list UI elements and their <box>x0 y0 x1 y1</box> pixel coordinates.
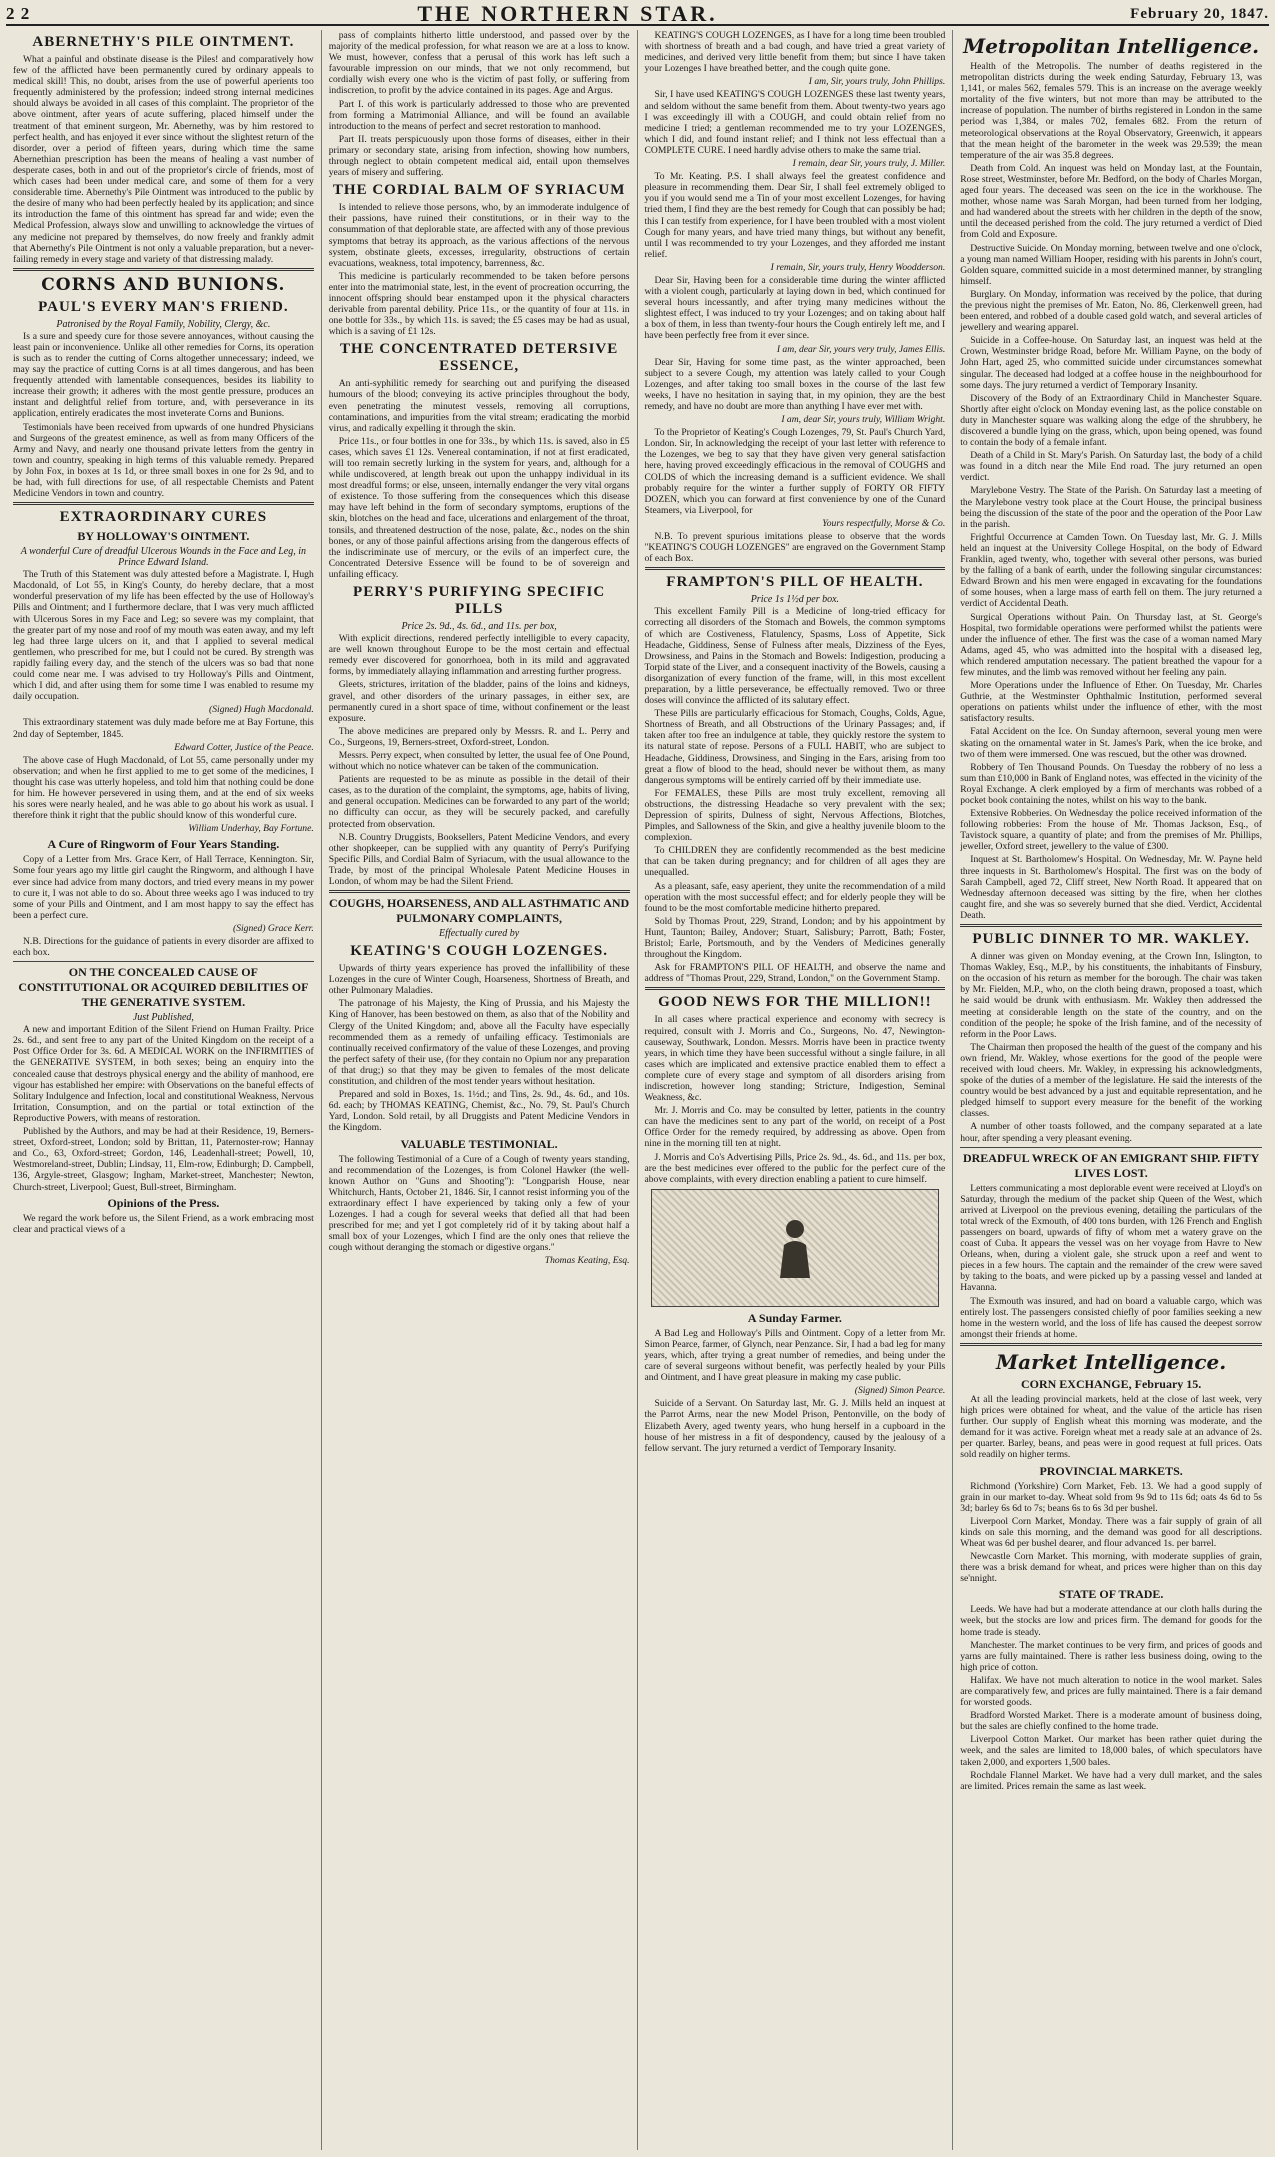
engraving-illustration <box>651 1189 940 1307</box>
good-news-text-3: J. Morris and Co's Advertising Pills, Price 2s. 9d., 4s. 6d., and 11s. per box, are the best medicines ever offered to the public for the perfect cure of the above complaints, with every direction enabling a patient to cure himself. <box>644 1151 946 1185</box>
signature: (Signed) Grace Kerr. <box>233 922 314 934</box>
metro-text-3: Destructive Suicide. On Monday morning, between twelve and one o'clock, a young man named William Hooper, residing with his parents in John's court, Golden square, committed suicide in a most determined manner, by strangling himself. <box>960 242 1262 287</box>
trade-text-5: Liverpool Cotton Market. Our market has been rather quiet during the week, and the sales are limited to 18,000 bales, of which speculators have taken 2,000, and exporters 1,500 bales. <box>960 1734 1262 1768</box>
ringworm-text: Copy of a Letter from Mrs. Grace Kerr, of Hall Terrace, Kennington. Sir, Some four years ago my little girl caught the Ringworm, and although I have ever since had advice from many doctors, and tried every means in my power to cure it, I was not able to do so. About three weeks ago I was induced to try some of your Pills and Ointment, and I am most happy to say the effect has been a perfect cure. <box>13 854 314 921</box>
frampton-text-6: Sold by Thomas Prout, 229, Strand, London; and by his appointment by Hunt, Taunton; Bailey, Andover; Stuart, Salisbury; Parrott, Bath; Foster, Bristol; Earle, Portsmouth, and by the Venders of Medicines generally throughout the Kingdom. <box>644 915 946 961</box>
press-opinions-heading: Opinions of the Press. <box>107 1195 220 1210</box>
frampton-subtitle: Price 1s 1½d per box. <box>750 594 840 606</box>
extraordinary-heading: EXTRAORDINARY CURES <box>59 509 268 526</box>
masthead <box>6 1 1269 26</box>
frampton-text-7: Ask for FRAMPTON'S PILL OF HEALTH, and observe the name and address of "Thomas Prout, 229, Strand, London," on the Government Stamp. <box>644 962 946 985</box>
trade-text-2: Manchester. The market continues to be very firm, and prices of goods and yarns are fully maintained. There is rather less business doing, owing to the high price of cotton. <box>960 1639 1262 1673</box>
ringworm-heading: A Cure of Ringworm of Four Years Standing. <box>47 837 280 852</box>
metro-text-4: Burglary. On Monday, information was received by the police, that during the previous night the premises of Mr. Eaton, No. 86, Clerkenwell green, had been entered, and robbed of a double cased gold watch, and several articles of jewellery and wearing apparel. <box>960 288 1262 334</box>
corn-exchange-heading: CORN EXCHANGE, February 15. <box>1020 1376 1202 1391</box>
debility-text-3: We regard the work before us, the Silent Friend, as a work embracing most clear and practical views of a <box>13 1212 314 1235</box>
perry-text-2: Gleets, strictures, irritation of the bladder, pains of the loins and kidneys, gravel, and other disorders of the urinary passages, in either sex, are permanently cured in a short space of time, without confinement or the least exposure. <box>328 679 630 724</box>
concentrated-heading: THE CONCENTRATED DETERSIVE ESSENCE, <box>339 341 619 375</box>
frampton-text-4: To CHILDREN they are confidently recommended as the best medicine that can be taken during pregnancy; and for children of all ages they are unequalled. <box>644 845 946 879</box>
trade-text-3: Halifax. We have not much alteration to notice in the wool market. Sales are comparatively few, and prices are fully maintained. There is a fair demand for worsted goods. <box>960 1674 1262 1709</box>
intro-text-2: Part I. of this work is particularly addressed to those who are prevented from forming a Matrimonial Alliance, and will be found an available introduction to the means of perfect and secret restoration to manhood. <box>328 98 630 132</box>
wreck-text: Letters communicating a most deplorable event were received at Lloyd's on Saturday, through the medium of the packet ship Queen of the West, which arrived at Liverpool on the previous evening, detailing the particulars of the total wreck of the Exmouth, of 400 tons burden, with 126 French and English passengers on board, upwards of fifty of whom met a watery grave on the coast of Cuba. It appears the vessel was on her voyage from Havre to New Orleans, when, during a violent gale, she struck upon a reef and went to pieces in a few hours. The captain and the remainder of the crew were saved by taking to the boats, and were picked up by a passing vessel and landed at Havanna. <box>960 1182 1262 1294</box>
dinner-text-3: A number of other toasts followed, and the company separated at a late hour, after spending a very pleasant evening. <box>960 1121 1262 1144</box>
frampton-heading: FRAMPTON'S PILL OF HEALTH. <box>666 574 924 591</box>
extraordinary-text-2: This extraordinary statement was duly made before me at Bay Fortune, this 2nd day of September, 1845. <box>13 717 314 740</box>
signature: William Underhay, Bay Fortune. <box>188 823 314 835</box>
signature: Edward Cotter, Justice of the Peace. <box>174 741 314 753</box>
divider <box>960 1147 1262 1148</box>
farmer-text: A Bad Leg and Holloway's Pills and Ointment. Copy of a letter from Mr. Simon Pearce, farmer, of Glynch, near Penzance. Sir, I had a bad leg for many years, which, after trying a great number of remedies, and being under the care of several surgeons without benefit, was perfectly healed by your Pills and Ointment, and I have great pleasure in making my case public. <box>644 1327 946 1384</box>
frampton-text-5: As a pleasant, safe, easy aperient, they unite the recommendation of a mild operation with the most successful effect; and for elderly people they will be found to be the most comfortable medicine hitherto prepared. <box>644 880 946 914</box>
metro-text: Health of the Metropolis. The number of deaths registered in the metropolitan districts during the week ending Saturday, February 13, was 1,141, or males 562, females 579. This is an increase on the average weekly mortality of the five winters, but not more than may be attributed to the increase of population. The number of births registered in London in the same period was 1,384, or males 702, females 682. From the return of meteorological observations at the Royal Observatory, Greenwich, it appears that the mean height of the barometer in the week was 29.539; the mean temperature of the air was 35.8 degrees. <box>960 61 1262 161</box>
cordial-text-2: This medicine is particularly recommended to be taken before persons enter into the matrimonial state, lest, in the event of procreation occurring, the innocent offspring should bear enstamped upon it the physical characters derivable from parental debility. Price 11s., or the quantity of four at 11s. in one bottle for 33s., by which 11s. is saved; the £5 cases may be had as usual, which is a saving of £1 12s. <box>328 270 630 338</box>
column-3 <box>638 30 954 2150</box>
testimonial-text: The following Testimonial of a Cure of a Cough of twenty years standing, and recommendation of the Lozenges, is from Colonel Hawker (the well-known Author on "Guns and Shooting"): "Longparish House, near Whitchurch, Hants, October 21, 1846. Sir, I cannot resist informing you of the extraordinary effect I have experienced by taking only a few of your Lozenges. I had a cough for several weeks that defied all that had been prescribed for me; and yet I got completely rid of it by taking about half a small box of your Lozenges, which I find are the only ones that relieve the cough without deranging the stomach or digestive organs." <box>328 1153 630 1254</box>
provincial-text-3: Newcastle Corn Market. This morning, with moderate supplies of grain, there was a brisk demand for wheat, and prices were higher than on this day se'nnight. <box>960 1551 1262 1585</box>
metro-text-6: Discovery of the Body of an Extraordinary Child in Manchester Square. Shortly after eight o'clock on Monday evening last, as the police constable on duty in Manchester square was walking along the edge of the shrubbery, he discovered a bundle lying on the grass, which, upon being opened, was found to contain the body of a female infant. <box>960 392 1262 449</box>
debility-heading: ON THE CONCEALED CAUSE OF CONSTITUTIONAL OR ACQUIRED DEBILITIES OF THE GENERATIVE SYSTEM. <box>18 965 309 1010</box>
divider <box>960 924 1262 927</box>
paul-heading: PAUL'S EVERY MAN'S FRIEND. <box>38 298 289 315</box>
trade-text-6: Rochdale Flannel Market. We have had a very dull market, and the sales are limited. Prices remain the same as last week. <box>960 1769 1262 1792</box>
suicide-text: Suicide of a Servant. On Saturday last, Mr. G. J. Mills held an inquest at the Parrot Arms, near the new Model Prison, Pentonville, on the body of Elizabeth Avery, aged twenty years, who hung herself in a cupboard in the house of her mistress in a fit of despondency, caused by the jealousy of a fellow servant. The jury returned a verdict of Temporary Insanity. <box>644 1398 946 1454</box>
perry-subtitle: Price 2s. 9d., 4s. 6d., and 11s. per box, <box>401 621 557 633</box>
trade-text: Leeds. We have had but a moderate attendance at our cloth halls during the week, but the stocks are low and prices firm. The demand for goods for the home trade is steady. <box>960 1604 1262 1638</box>
lozenge-letter-6: To the Proprietor of Keating's Cough Lozenges, 79, St. Paul's Church Yard, London. Sir, In acknowledging the receipt of your last letter with reference to the Lozenges, we beg to say that they have given very general satisfaction here, having proved exceedingly efficacious in the removal of COUGHS and COLDS of which the increasing demand is a sufficient evidence. We shall probably require for the winter a further supply of FORTY OR FIFTY DOZEN, which you can forward at first convenience by one of the Cunard Steamers, via Liverpool, for <box>644 427 946 516</box>
metro-text-5: Suicide in a Coffee-house. On Saturday last, an inquest was held at the Crown, Westminster bridge Road, before Mr. William Payne, on the body of John Hart, aged 25, who committed suicide under circumstances somewhat singular. The deceased had lodged at a coffee house in the neighbourhood for some days. The jury returned a verdict of Temporary Insanity. <box>960 335 1262 391</box>
divider <box>960 1343 1262 1346</box>
debility-text: A new and important Edition of the Silent Friend on Human Frailty. Price 2s. 6d., and sent free to any part of the United Kingdom on the receipt of a Post Office Order for 3s. 6d. A MEDICAL WORK on the INFIRMITIES of the GENERATIVE SYSTEM, in both sexes; being an enquiry into the concealed cause that destroys physical energy and the ability of manhood, ere vigour has established her empire: with Observations on the baneful effects of Solitary Indulgence and Infection, local and constitutional Weakness, Nervous Irritation, Consumption, and on the partial or total extinction of the Reproductive Powers, with means of restoration. <box>13 1024 314 1124</box>
signature: Thomas Keating, Esq. <box>544 1255 630 1267</box>
lozenge-note: N.B. To prevent spurious imitations please to observe that the words "KEATING'S COUGH LOZENGES" are engraved on the Government Stamp of each Box. <box>644 531 946 565</box>
perry-heading: PERRY'S PURIFYING SPECIFIC PILLS <box>353 584 606 618</box>
abernethy-heading: ABERNETHY'S PILE OINTMENT. <box>32 34 295 50</box>
divider <box>13 268 314 271</box>
paul-subtitle: Patronised by the Royal Family, Nobility, Clergy, &c. <box>56 318 271 330</box>
intro-text: pass of complaints hitherto little understood, and passed over by the majority of the medical profession, for what reason we are at a loss to know. We must, however, confess that a perusal of this work has left such a favourable impression on our minds, that we not only recommend, but cordially wish every one who is the victim of past folly, or suffering from indiscretion, to profit by the advice contained in its pages. Age and Argus. <box>328 30 630 97</box>
dinner-heading: PUBLIC DINNER TO MR. WAKLEY. <box>972 931 1250 948</box>
intro-text-3: Part II. treats perspicuously upon those forms of diseases, either in their primary or secondary state, arising from infection, showing how numbers, through neglect to obtain competent medical aid, entail upon themselves years of misery and suffering. <box>328 133 630 179</box>
issue-date: February 20, 1847. <box>1130 5 1269 22</box>
provincial-heading: PROVINCIAL MARKETS. <box>1039 1463 1183 1478</box>
paul-text: Is a sure and speedy cure for those severe annoyances, without causing the least pain or inconvenience. Unlike all other remedies for Corns, its operation is such as to render the cutting of Corns altogether unnecessary; indeed, we may say the practice of cutting Corns is at all times dangerous, and has been frequently attended with lamentable consequences, besides its liability to increase their growth; it adheres with the most gentle pressure, produces an instant and delightful relief from torture, and, with perseverance in its application, entirely eradicates the most inveterate Corns and Bunions. <box>13 330 314 420</box>
lozenge-letter-5: Dear Sir, Having for some time past, as the winter approached, been subject to a severe Cough, my attention was lately called to your Cough Lozenges, and after taking too small boxes in the course of the last few weeks, I have no hesitation in saying that, in my opinion, they are the best remedy, and have no doubt are more than anything I have ever met with. <box>644 356 946 412</box>
concentrated-text: An anti-syphilitic remedy for searching out and purifying the diseased humours of the blood; conveying its active principles throughout the body, even penetrating the minutest vessels, removing all corruptions, contaminations, and impurities from the vital stream; eradicating the morbid virus, and radically expelling it through the skin. <box>328 378 630 434</box>
metro-text-12: Fatal Accident on the Ice. On Sunday afternoon, several young men were skating on the ornamental water in St. James's Park, when the ice broke, and two of them were immersed. One was rescued, but the other was drowned. <box>960 726 1262 760</box>
frampton-text-2: These Pills are particularly efficacious for Stomach, Coughs, Colds, Ague, Shortness of Breath, and all Obstructions of the Urinary Passages; and, if taken after too free an indulgence at table, they quickly restore the system to its natural state of repose. Persons of a FULL HABIT, who are subject to Headache, Giddiness, Drowsiness, and Singing in the Ears, arising from too great a flow of blood to the head, should never be without them, as many dangerous symptoms will be entirely carried off by their immediate use. <box>644 708 946 786</box>
keating-text-2: The patronage of his Majesty, the King of Prussia, and his Majesty the King of Hanover, has been bestowed on them, as also that of the Nobility and Clergy of the United Kingdom; and, above all the Faculty have especially recommended them as a remedy of unfailing efficacy. Testimonials are continually received confirmatory of the value of these Lozenges, and proving the perfect safety of their use, (for they contain no Opium nor any preparation of that drug;) so that they may be given to females of the most delicate constitution, and children of the most tender years without hesitation. <box>328 998 630 1088</box>
farmer-heading: A Sunday Farmer. <box>747 1310 842 1325</box>
provincial-text: Richmond (Yorkshire) Corn Market, Feb. 13. We had a good supply of grain in our market to-day. Wheat sold from 9s 9d to 11s 6d; oats 4s 6d to 5s 3d; barley 6s 6d to 7s; beans 6s to 6s 3d per bushel. <box>960 1480 1262 1514</box>
good-news-text: In all cases where practical experience and economy with secrecy is required, consult with J. Morris and Co., Surgeons, No. 47, Newington-causeway, Southwark, London. Messrs. Morris have been in practice twenty years, in which time they have been successful without a single failure, in all cases which are implicated and extensive practice enabled them to effect a complete cure of every stage and symptom of all disorders arising from indiscretion, however long standing; Stricture, Indigestion, Seminal Weakness, &c. <box>644 1014 946 1104</box>
abernethy-text: What a painful and obstinate disease is the Piles! and comparatively how few of the afflicted have been permanently cured by ordinary appeals to medical skill! This, no doubt, arises from the use of powerful aperients too frequently administered by the profession; indeed strong internal medicines should always be avoided in all cases of this complaint. The proprietor of the above ointment, after years of acute suffering, placed himself under the treatment of that eminent surgeon, Mr. Abernethy, was by him restored to perfect health, and has enjoyed it ever since without the slightest return of the disorder, over a period of fifteen years, during which time the same Abernethian prescription has been the means of healing a vast number of desperate cases, both in and out of the proprietor's circle of friends, most of which cases had been under medical care, and some of them for a very considerable time. Abernethy's Pile Ointment was introduced to the public by the desire of many who had been perfectly healed by its application; and since its introduction the fame of this ointment has spread far and wide; even the Medical Profession, always slow and unwilling to acknowledge the virtues of any medicine not prepared by themselves, do now freely and frankly admit that Abernethy's Pile Ointment is not only a valuable preparation, but a never-failing remedy in every stage and variety of that distressing malady. <box>13 54 314 265</box>
lozenge-letter-4: Dear Sir, Having been for a considerable time during the winter afflicted with a violent cough, particularly at laying down in bed, which continued for several hours incessantly, and after trying many medicines without the slightest effect, I was induced to try your Lozenges; and on taking about half a box of them, in less than twenty-four hours the Cough entirely left me, and I have been perfectly free from it ever since. <box>644 274 946 342</box>
dinner-text: A dinner was given on Monday evening, at the Crown Inn, Islington, to Thomas Wakley, Esq., M.P., by his constituents, the inhabitants of Finsbury, on the occasion of his return as member for the borough. The chair was taken by Mr. Fielden, M.P., who, on the cloth being drawn, proposed a toast, which he said would be drunk with enthusiasm. Mr. Wakley then addressed the meeting at considerable length on the state of the country, and on the condition of the people; he spoke of the Irish famine, and of the necessity of reform in the Poor Laws. <box>960 951 1262 1040</box>
column-4 <box>953 30 1269 2150</box>
keating-text: Upwards of thirty years experience has proved the infallibility of these Lozenges in the cure of Winter Cough, Hoarseness, Shortness of Breath, and other Pulmonary Maladies. <box>328 963 630 997</box>
lozenge-letter: KEATING'S COUGH LOZENGES, as I have for a long time been troubled with shortness of breath and a bad cough, and have tried a great variety of medicines, and derived very little benefit from them; but since I have taken your Lozenges I have breathed better, and the cough quite gone. <box>644 30 946 75</box>
signature: I am, dear Sir, yours very truly, James Ellis. <box>776 343 946 355</box>
wreck-heading: DREADFUL WRECK OF AN EMIGRANT SHIP. FIFTY LIVES LOST. <box>962 1150 1260 1180</box>
keating-text-3: Prepared and sold in Boxes, 1s. 1½d.; and Tins, 2s. 9d., 4s. 6d., and 10s. 6d. each; by THOMAS KEATING, Chemist, &c., No. 79, St. Paul's Church Yard, London. Sold retail, by all Druggists and Patent Medicine Vendors in the Kingdom. <box>328 1089 630 1134</box>
perry-text-4: Messrs. Perry expect, when consulted by letter, the usual fee of One Pound, without which no notice whatever can be taken of the communication. <box>328 749 630 773</box>
debility-text-2: Published by the Authors, and may be had at their Residence, 19, Berners-street, Oxford-street, London; sold by Brittan, 11, Paternoster-row; Hannay and Co., 63, Oxford-street; Gordon, 146, Leadenhall-street; Powell, 10, Westmoreland-street, Dublin; Lindsay, 11, Elm-row, Edinburgh; D. Campbell, 136, Argyle-street, Glasgow; Ingham, Market-street, Manchester; Newton, Church-street, Liverpool; Guest, Bull-street, Birmingham. <box>13 1126 314 1193</box>
corn-text: At all the leading provincial markets, held at the close of last week, very high prices were obtained for wheat, and the value of the article has risen further. Our supply of English wheat this morning was moderate, and the demand for it was active. Foreign wheat met a ready sale at an advance of 2s. per quarter. Barley, beans, and peas were in good request at full prices. Oats sold readily on higher terms. <box>960 1393 1262 1461</box>
signature: (Signed) Simon Pearce. <box>854 1385 946 1397</box>
metropolitan-heading: Metropolitan Intelligence. <box>963 34 1260 58</box>
divider <box>13 961 314 962</box>
good-news-heading: GOOD NEWS FOR THE MILLION!! <box>658 994 932 1011</box>
keating-heading: KEATING'S COUGH LOZENGES. <box>350 943 608 960</box>
metro-text-10: Surgical Operations without Pain. On Thursday last, at St. George's Hospital, two formidable operations were performed whilst the patients were under the influence of ether. The first was the case of a woman named Mary Adams, aged 45, who was admitted into the hospital with a diseased leg, which rendered amputation necessary. The patient breathed the vapour for a few minutes, and the limb was removed without her feeling any pain. <box>960 611 1262 678</box>
metro-text-2: Death from Cold. An inquest was held on Monday last, at the Fountain, Rose street, Westminster, before Mr. Bedford, on the body of Charles Morgan, aged four years. The deceased was seen on the ice in the workhouse. The mother, whose name was Sarah Morgan, had been turned from her lodging, and had wandered about the streets with her children in the depth of the snow, until the deceased perished from the cold. The jury returned a verdict of Died from Cold and Exposure. <box>960 162 1262 241</box>
metro-text-7: Death of a Child in St. Mary's Parish. On Saturday last, the body of a child was found in a ditch near the Mile End road. The jury returned an open verdict. <box>960 450 1262 484</box>
paul-text-2: Testimonials have been received from upwards of one hundred Physicians and Surgeons of the greatest eminence, as well as from many Officers of the Army and Navy, and nearly one thousand private letters from the gentry in town and country, speaking in high terms of this valuable remedy. Prepared by John Fox, in boxes at 1s 1d, or three small boxes in one for 2s 9d, and to be had, with full directions for use, of all respectable Chemists and Patent Medicine Vendors in town and country. <box>13 421 314 500</box>
perry-text: With explicit directions, rendered perfectly intelligible to every capacity, are well known throughout Europe to be the most certain and effectual remedy ever discovered for gonorrhoea, both in its mild and aggravated forms, by immediately allaying inflammation and arresting further progress. <box>328 633 630 678</box>
signature: I am, Sir, yours truly, John Phillips. <box>808 76 946 88</box>
extraordinary-text-3: The above case of Hugh Macdonald, of Lot 55, came personally under my observation; and when he first applied to me to get some of the medicines, I thought his case was utterly hopeless, and told him that nothing could be done for him. He however persevered in using them, and at the end of six weeks his sores were nearly healed, and he was able to go about his work as usual. I therefore think it right that the public should know of this wonderful cure. <box>13 754 314 822</box>
divider <box>645 567 946 570</box>
directions-note: N.B. Directions for the guidance of patients in every disorder are affixed to each box. <box>13 936 314 959</box>
trade-heading: STATE OF TRADE. <box>1058 1587 1164 1602</box>
lozenge-letter-2: Sir, I have used KEATING'S COUGH LOZENGES these last twenty years, and seldom without the same benefit from them. About twenty-two years ago I was exceedingly ill with a COUGH, and could obtain relief from no medicine I tried; a gentleman recommended me to try your LOZENGES, which I did, and found instant relief; and I think not less effectual than a COMPLETE CURE. I need hardly advise others to make the same trial. <box>644 89 946 156</box>
cordial-heading: THE CORDIAL BALM OF SYRIACUM <box>332 182 626 199</box>
divider <box>329 890 630 893</box>
column-2 <box>322 30 638 2150</box>
dinner-text-2: The Chairman then proposed the health of the guest of the company and his own friend, Mr. Wakley, whose exertions for the good of the people were received with loud cheers. Mr. Wakley, in expressing his acknowledgments, spoke of the duties of a member of the legislature. He said the interests of the country would be best advanced by a just and equitable representation, and he pledged himself to support every measure for the benefit of the working classes. <box>960 1041 1262 1120</box>
trade-text-4: Bradford Worsted Market. There is a moderate amount of business doing, but the sales are chiefly confined to the home trade. <box>960 1710 1262 1733</box>
extraordinary-subtitle: A wonderful Cure of dreadful Ulcerous Wounds in the Face and Leg, in Prince Edward Island. <box>20 546 306 569</box>
coughs-heading: COUGHS, HOARSENESS, AND ALL ASTHMATIC AND PULMONARY COMPLAINTS, <box>329 896 630 926</box>
extraordinary-text: The Truth of this Statement was duly attested before a Magistrate. I, Hugh Macdonald, of Lot 55, in King's County, do hereby declare, that a most wonderful preservation of my life has been effected by the use of Holloway's Pills and Ointment; and I furthermore declare, that I was very much afflicted with Ulcerous Sores in my Face and Leg; so severe was my complaint, that the greater part of my nose and roof of my mouth was eaten away, and my left leg had three large ulcers on it, and that I applied to several medical gentlemen, who prescribed for me, but I could not be cured. By strength was rapidly failing every day, and the stench of the ulcers was so bad that none could come near me. I was advised to try Holloway's Pills and Ointment, which I did, and after using them for some time I was enabled to resume my daily occupation. <box>13 569 314 703</box>
perry-text-5: Patients are requested to be as minute as possible in the detail of their cases, as to the duration of the complaint, the symptoms, age, habits of living, and general occupation. Medicines can be forwarded to any part of the world; no difficulty can occur, as they will be securely packed, and carefully protected from observation. <box>328 774 630 830</box>
column-1 <box>6 30 322 2150</box>
concentrated-text-2: Price 11s., or four bottles in one for 33s., by which 11s. is saved, also in £5 cases, which saves £1 12s. Venereal contamination, if not at first eradicated, will too remain secretly lurking in the system for years, and, although for a while undiscovered, at length break out upon the unhappy individual in its most dreadful forms; or else, unseen, internally endanger the very vital organs of existence. To those suffering from the consequences which this disease may have left behind in the form of secondary symptoms, eruptions of the skin, blotches on the head and face, ulcerations and enlargement of the throat, tonsils, and threatened destruction of the nose, palate, &c., nodes on the shin bones, or any of those painful affections arising from the dangerous effects of the indiscriminate use of mercury, or the evils of an imperfect cure, the Concentrated Detersive Essence will be found to be of sovereign and unfailing efficacy. <box>328 435 630 580</box>
signature: I am, dear Sir, yours truly, William Wright. <box>781 414 946 426</box>
testimonial-heading: VALUABLE TESTIMONIAL. <box>400 1136 558 1151</box>
metro-text-13: Robbery of Ten Thousand Pounds. On Tuesday the robbery of no less a sum than £10,000 in Bank of England notes, was effected in the vicinity of the Royal Exchange. A clerk employed by a firm of merchants was robbed of a pocket book containing the notes, whilst on his way to the bank. <box>960 761 1262 806</box>
frampton-text: This excellent Family Pill is a Medicine of long-tried efficacy for correcting all disorders of the Stomach and Bowels, the common symptoms of which are Costiveness, Flatulency, Spasms, Loss of Appetite, Sick Headache, Giddiness, Sense of Fulness after meals, Dizziness of the Eyes, Drowsiness, and Pains in the Stomach and Bowels: Indigestion, producing a Torpid state of the Liver, and a consequent inactivity of the Bowels, causing a disorganization of every function of the frame, will, in this most excellent preparation, by a little perseverance, be effectually removed. Two or three doses will convince the afflicted of its salutary effect. <box>644 606 946 707</box>
lozenge-letter-3: To Mr. Keating. P.S. I shall always feel the greatest confidence and pleasure in recommending them. Dear Sir, I shall feel extremely obliged to you if you would send me a Tin of your most excellent Lozenges, for having tried them, I find they are the best remedy for Cough that can possibly be had; this I can testify from experience, for I have been troubled with a most violent Cough for many years, and have tried many things, but without any benefit, until I was recommended to try your Lozenges, and they afforded me instant relief. <box>644 171 946 260</box>
perry-text-3: The above medicines are prepared only by Messrs. R. and L. Perry and Co., Surgeons, 19, Berners-street, Oxford-street, London. <box>328 725 630 748</box>
coughs-subtitle: Effectually cured by <box>439 928 520 940</box>
metro-text-15: Inquest at St. Bartholomew's Hospital. On Wednesday, Mr. W. Payne held three inquests in St. Bartholomew's Hospital. The first was on the body of Sarah Campbell, aged 72, Cliff street, New North Road. It appeared that on Wednesday afternoon deceased was sitting by the fire, when her clothes caught fire, and she was so severely burned that she died. Verdict, Accidental Death. <box>960 854 1262 921</box>
metro-text-14: Extensive Robberies. On Wednesday the police received information of the following robberies: From the house of Mr. Thomas Jackson, Esq., of Tavistock square, a quantity of plate; and from the premises of Mr. Phillips, jeweller, Oxford street, jewellery to the value of £300. <box>960 808 1262 853</box>
metro-text-9: Frightful Occurrence at Camden Town. On Tuesday last, Mr. G. J. Mills held an inquest at the University College Hospital, on the body of Edward Franklin, aged twenty, who, together with several other persons, was buried by the falling of a bank of earth, under the following singular circumstances: Edward Brown and his men were engaged in excavating for the foundations of some houses, when a large mass of earth fell on them. The jury returned a verdict of Accidental Death. <box>960 531 1262 610</box>
figure-icon <box>760 1213 830 1283</box>
perry-text-6: N.B. Country Druggists, Booksellers, Patent Medicine Vendors, and every other shopkeeper, can be supplied with any quantity of Perry's Purifying Specific Pills, and Cordial Balm of Syriacum, with the usual allowance to the Trade, by most of the principal Wholesale Patent Medicine Houses in London, of whom may be had the Silent Friend. <box>328 831 630 887</box>
page-number: 2 2 <box>6 4 31 23</box>
metro-text-8: Marylebone Vestry. The State of the Parish. On Saturday last a meeting of the Marylebone vestry took place at the Court House, the principal business being the discussion of the state of the poor and the operation of the Poor Law in the parish. <box>960 485 1262 530</box>
provincial-text-2: Liverpool Corn Market, Monday. There was a fair supply of grain of all kinds on sale this morning, and the demand was good for all descriptions. Wheat was 6d per bushel dearer, and flour advanced 1s. per barrel. <box>960 1515 1262 1549</box>
signature: (Signed) Hugh Macdonald. <box>209 704 314 716</box>
signature: I remain, dear Sir, yours truly, J. Miller. <box>792 158 946 170</box>
columns <box>6 30 1269 2150</box>
divider <box>645 987 946 990</box>
signature: I remain, Sir, yours truly, Henry Woodderson. <box>770 261 946 273</box>
debility-subtitle: Just Published, <box>132 1012 194 1024</box>
newspaper-title: THE NORTHERN STAR. <box>417 1 718 26</box>
extraordinary-subheading: BY HOLLOWAY'S OINTMENT. <box>77 529 250 544</box>
metro-text-11: More Operations under the Influence of Ether. On Tuesday, Mr. Charles Guthrie, at the Westminster Ophthalmic Institution, performed several operations on patients whilst under the influence of ether, with the most satisfactory results. <box>960 680 1262 725</box>
frampton-text-3: For FEMALES, these Pills are most truly excellent, removing all obstructions, the distressing Headache so very prevalent with the sex; Depression of spirits, Dulness of sight, Nervous Affections, Blotches, Pimples, and Sallowness of the Skin, and give a healthy juvenile bloom to the complexion. <box>644 787 946 844</box>
divider <box>13 502 314 505</box>
cordial-text: Is intended to relieve those persons, who, by an immoderate indulgence of their passions, have ruined their constitutions, or in their way to the consummation of that deplorable state, are affected with any of those previous symptoms that betray its approach, as the various affections of the nervous system, obstinate gleets, excesses, irregularity, obstructions of certain evacuations, weakness, total impotency, barrenness, &c. <box>328 202 630 269</box>
market-heading: Market Intelligence. <box>996 1349 1227 1374</box>
corns-heading: CORNS AND BUNIONS. <box>41 274 286 295</box>
good-news-text-2: Mr. J. Morris and Co. may be consulted by letter, patients in the country can have the medicines sent to any part of the world, on receipt of a Post Office Order for the remedy required, by addressing as above. Open from nine in the morning till ten at night. <box>644 1105 946 1150</box>
signature: Yours respectfully, Morse & Co. <box>822 517 946 529</box>
wreck-text-2: The Exmouth was insured, and had on board a valuable cargo, which was entirely lost. The passengers consisted chiefly of poor families seeking a new home in the western world, and the loss of life has caused the deepest sorrow amongst their friends at home. <box>960 1295 1262 1340</box>
